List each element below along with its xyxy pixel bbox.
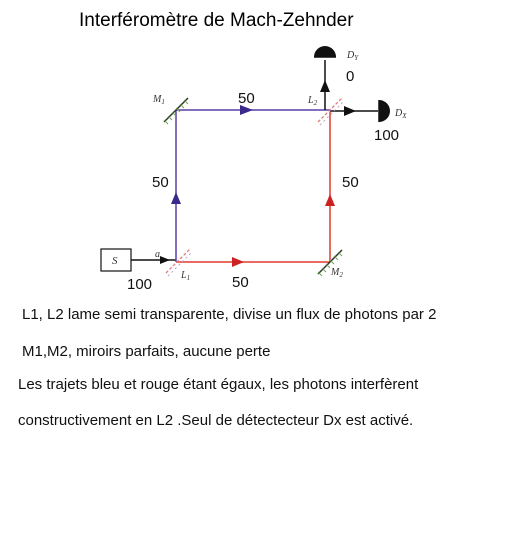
caption-line-3: Les trajets bleu et rouge étant égaux, les photons interfèrent <box>18 376 419 393</box>
page-title: Interféromètre de Mach-Zehnder <box>79 10 354 31</box>
detector-dy-count: 0 <box>346 68 355 85</box>
input-label: a <box>155 249 160 260</box>
caption-line-4: constructivement en L2 .Seul de détectecteur Dx est activé. <box>18 412 414 429</box>
detector-dy-label: $D_Y$ <box>347 50 359 62</box>
input-count: 100 <box>127 276 153 293</box>
splitter-l2-label: $L_2$ <box>308 95 318 107</box>
left-path-count: 50 <box>152 174 169 191</box>
mirror-m1-label: $M_1$ <box>153 94 165 106</box>
mirror-m2-label: $M_2$ <box>331 267 343 279</box>
right-path-count: 50 <box>342 174 359 191</box>
detector-dy <box>314 46 336 57</box>
detector-dx-count: 100 <box>374 127 400 144</box>
output-arrow-y <box>320 80 330 92</box>
source-box <box>101 249 131 271</box>
red-arrow-right <box>325 194 335 206</box>
top-path-count: 50 <box>238 90 255 107</box>
input-arrow <box>160 256 170 264</box>
red-arrow-bottom <box>232 257 244 267</box>
output-arrow-x <box>344 106 356 116</box>
blue-arrow-left <box>171 192 181 204</box>
detector-dx <box>379 100 390 122</box>
bottom-path-count: 50 <box>232 274 249 291</box>
caption-line-2: M1,M2, miroirs parfaits, aucune perte <box>22 343 271 360</box>
caption-line-1: L1, L2 lame semi transparente, divise un flux de photons par 2 <box>22 306 437 323</box>
source-label: S <box>112 255 118 267</box>
splitter-l1-label: $L_1$ <box>181 270 191 282</box>
detector-dx-label: $D_X$ <box>395 108 407 120</box>
